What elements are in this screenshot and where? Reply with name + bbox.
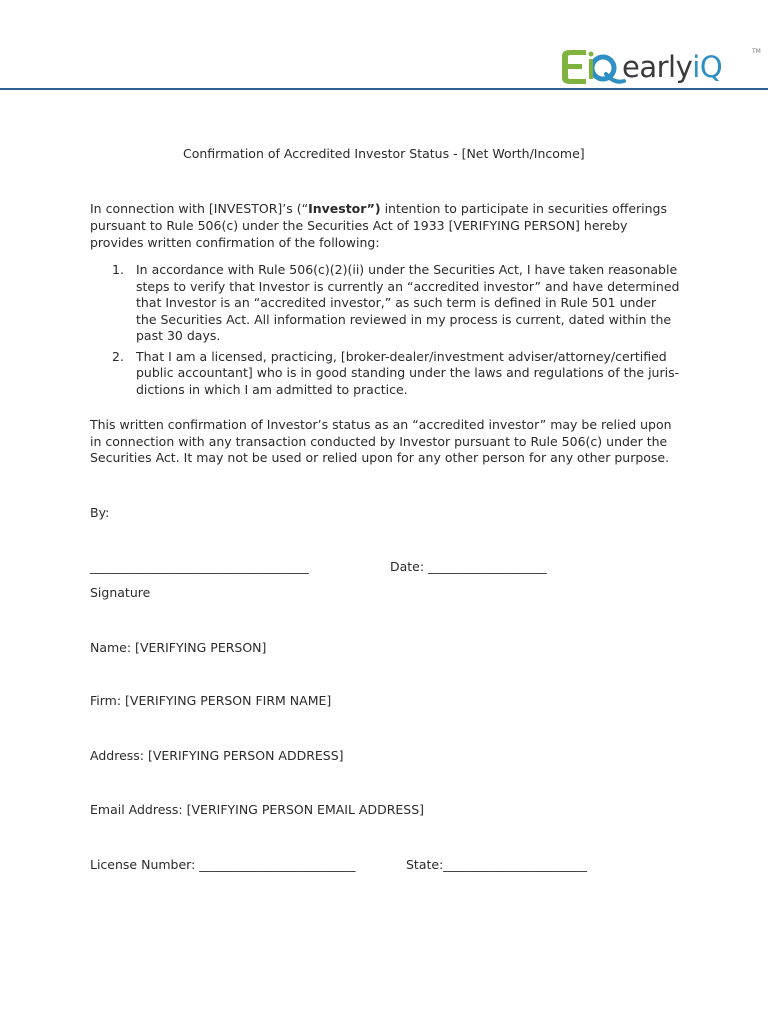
state-field[interactable]: State:_______________________ (406, 857, 588, 872)
reliance-paragraph: This written confirmation of Investor’s status as an “accredited investor” may be relied upon in connection with any transaction conducted by Investor pursuant to Rule 506(c) under the Securities Act. It may not be used or relied upon for any other person for any other purpose. (90, 417, 672, 465)
earlyiq-logo (556, 44, 766, 90)
list-item-number: 1. (112, 262, 124, 277)
firm-line: Firm: [VERIFYING PERSON FIRM NAME] (90, 693, 332, 708)
logo-word-plain: early (622, 50, 693, 84)
list-item-number: 2. (112, 348, 124, 364)
by-label: By: (90, 505, 110, 520)
signature-line[interactable]: ___________________________________ (90, 559, 309, 574)
email-line: Email Address: [VERIFYING PERSON EMAIL ADDRESS] (90, 802, 425, 817)
logo-trademark: TM (752, 48, 761, 55)
list-item-text: In accordance with Rule 506(c)(2)(ii) under the Securities Act, I have taken reasonable steps to verify that Investor is currently an “accredited investor” and have determined that Investor is an “accredited investor,” as such term is defined in Rule 501 under the Securities Act. All information reviewed in my process is current, dated within the past 30 days. (136, 262, 680, 343)
intro-paragraph (90, 200, 680, 251)
confirmation-list (90, 262, 680, 402)
intro-text-before: In connection with [INVESTOR]’s (“ (90, 201, 309, 216)
list-item-text: That I am a licensed, practicing, [broker-dealer/investment adviser/attorney/certified public accountant] who is in good standing under the laws and regulations of the juris-dictions in which I am admitted to practice. (136, 348, 680, 397)
license-number-field[interactable]: License Number: _________________________ (90, 857, 356, 872)
intro-defined-term: Investor”) (308, 201, 381, 216)
logo-wordmark (622, 50, 722, 84)
logo-word-accent: iQ (692, 50, 723, 84)
list-item (90, 349, 680, 399)
date-field[interactable]: Date: ___________________ (390, 559, 547, 574)
list-item (90, 262, 680, 345)
ei-mark-icon (556, 44, 626, 90)
intro-text-after: intention to participate in securities offerings pursuant to Rule 506(c) under the Securities Act of 1933 [VERIFYING PERSON] hereby provides written confirmation of the following: (90, 201, 667, 250)
name-line: Name: [VERIFYING PERSON] (90, 640, 267, 655)
address-line: Address: [VERIFYING PERSON ADDRESS] (90, 748, 344, 763)
document-title: Confirmation of Accredited Investor Status - [Net Worth/Income] (183, 146, 585, 161)
signature-label: Signature (90, 585, 151, 600)
